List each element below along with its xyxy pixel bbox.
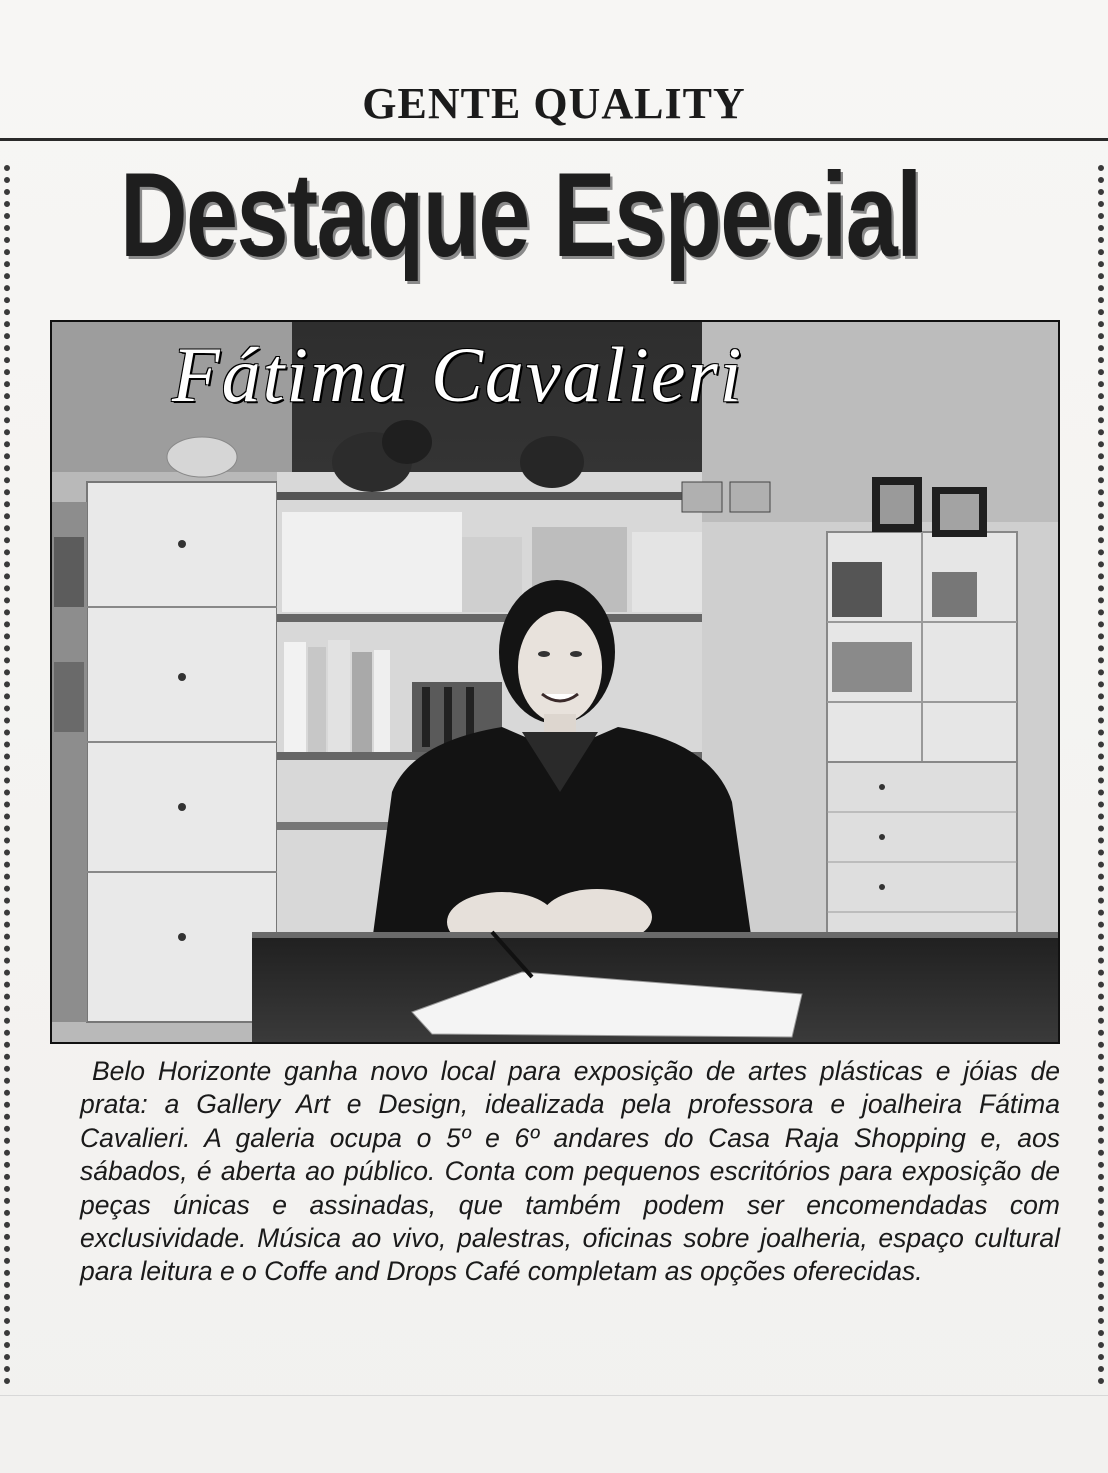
photo-overlay-name: Fátima Cavalieri xyxy=(172,331,744,418)
section-header: GENTE QUALITY xyxy=(362,79,746,128)
header-rule xyxy=(0,138,1108,141)
portrait-photo xyxy=(50,320,1060,1044)
bottom-rule xyxy=(0,1395,1108,1396)
left-dotted-border xyxy=(4,165,10,1385)
feature-title: Destaque Especial xyxy=(120,148,921,282)
right-shelving-unit xyxy=(827,532,1017,962)
right-dotted-border xyxy=(1098,165,1104,1385)
office-photo-illustration xyxy=(52,322,1058,1042)
left-drawer-cabinet xyxy=(87,482,277,1022)
article-body: Belo Horizonte ganha novo local para exposição de artes plásticas e jóias de prata: a Gallery Art e Design, idealizada pela professora e joalheira Fátima Cavalieri. A galeria ocupa o 5º e 6º andares do Casa Raja Shopping e, aos sábados, é aberta ao público. Conta com pequenos escritórios para exposição de peças únicas e assinadas, que também podem ser encomendadas com exclusividade. Música ao vivo, palestras, oficinas sobre joalheria, espaço cultural para leitura e o Coffe and Drops Café completam as opções oferecidas. xyxy=(80,1056,1060,1287)
